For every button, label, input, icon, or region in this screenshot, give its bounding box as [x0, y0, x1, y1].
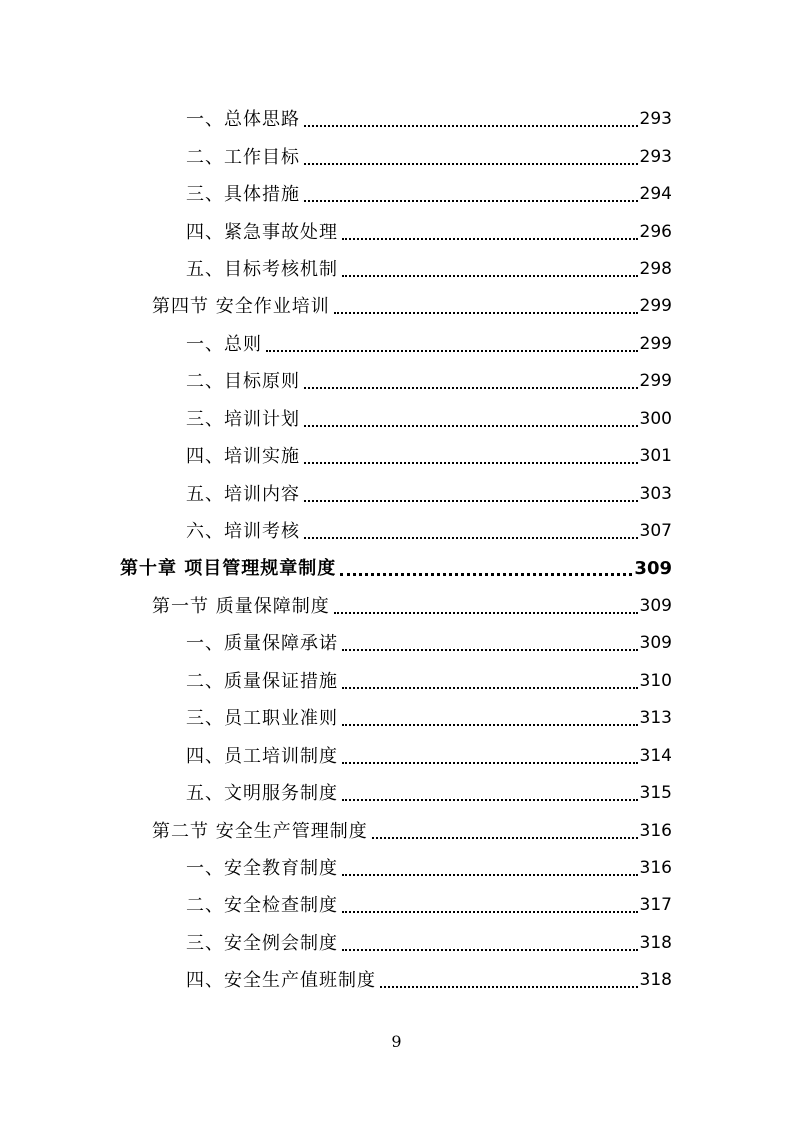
toc-section-entry[interactable] — [0, 812, 793, 849]
toc-entry-line — [186, 738, 672, 775]
toc-entry-page: 317 — [639, 895, 672, 916]
toc-entry-page: 294 — [639, 184, 672, 205]
dot-leader — [266, 350, 638, 352]
toc-chapter-entry[interactable] — [0, 550, 793, 587]
toc-subsection-entry[interactable] — [0, 850, 793, 887]
toc-entry-line — [186, 101, 672, 138]
toc-entry-title: 第二节 安全生产管理制度 — [152, 820, 368, 842]
dot-leader — [334, 612, 638, 614]
toc-entry-page: 314 — [639, 745, 672, 766]
toc-entry-line — [186, 513, 672, 550]
toc-entry-page: 307 — [639, 521, 672, 542]
toc-entry-line — [186, 887, 672, 924]
toc-entry-line — [186, 139, 672, 176]
dot-leader — [304, 163, 638, 165]
toc-subsection-entry[interactable] — [0, 513, 793, 550]
toc-subsection-entry[interactable] — [0, 887, 793, 924]
toc-entry-title: 第十章 项目管理规章制度 — [120, 558, 337, 580]
toc-entry-title: 三、具体措施 — [186, 184, 300, 206]
toc-entry-page: 303 — [639, 483, 672, 504]
toc-entry-page: 299 — [639, 296, 672, 317]
toc-subsection-entry[interactable] — [0, 700, 793, 737]
dot-leader — [372, 837, 638, 839]
toc-subsection-entry[interactable] — [0, 176, 793, 213]
toc-entry-page: 318 — [639, 932, 672, 953]
toc-entry-page: 313 — [639, 708, 672, 729]
toc-entry-page: 293 — [639, 146, 672, 167]
toc-entry-line — [186, 214, 672, 251]
toc-entry-title: 第一节 质量保障制度 — [152, 595, 330, 617]
toc-entry-line — [186, 850, 672, 887]
toc-entry-line — [186, 438, 672, 475]
toc-subsection-entry[interactable] — [0, 737, 793, 774]
toc-subsection-entry[interactable] — [0, 401, 793, 438]
dot-leader — [342, 687, 638, 689]
toc-entry-line — [186, 625, 672, 662]
toc-entry-page: 316 — [639, 820, 672, 841]
toc-entry-line — [186, 401, 672, 438]
dot-leader — [342, 911, 638, 913]
dot-leader — [340, 573, 632, 576]
dot-leader — [304, 425, 638, 427]
toc-entry-page: 309 — [639, 633, 672, 654]
dot-leader — [342, 275, 638, 277]
toc-entry-page: 298 — [639, 258, 672, 279]
toc-subsection-entry[interactable] — [0, 663, 793, 700]
dot-leader — [342, 874, 638, 876]
toc-entry-title: 一、安全教育制度 — [186, 857, 338, 879]
toc-entry-line — [186, 326, 672, 363]
toc-entry-title: 二、质量保证措施 — [186, 670, 338, 692]
table-of-contents — [0, 101, 793, 1000]
toc-subsection-entry[interactable] — [0, 101, 793, 138]
dot-leader — [342, 238, 638, 240]
dot-leader — [334, 312, 638, 314]
dot-leader — [304, 537, 638, 539]
toc-subsection-entry[interactable] — [0, 438, 793, 475]
toc-subsection-entry[interactable] — [0, 326, 793, 363]
toc-entry-title: 五、培训内容 — [186, 483, 300, 505]
toc-subsection-entry[interactable] — [0, 213, 793, 250]
toc-subsection-entry[interactable] — [0, 251, 793, 288]
toc-entry-title: 四、安全生产值班制度 — [186, 970, 376, 992]
toc-entry-line — [186, 925, 672, 962]
dot-leader — [342, 649, 638, 651]
toc-entry-page: 293 — [639, 109, 672, 130]
dot-leader — [304, 500, 638, 502]
toc-entry-line — [186, 176, 672, 213]
dot-leader — [342, 724, 638, 726]
toc-entry-line — [120, 550, 672, 587]
dot-leader — [342, 799, 638, 801]
toc-subsection-entry[interactable] — [0, 363, 793, 400]
toc-subsection-entry[interactable] — [0, 775, 793, 812]
toc-subsection-entry[interactable] — [0, 925, 793, 962]
toc-entry-title: 二、目标原则 — [186, 371, 300, 393]
toc-entry-page: 309 — [639, 595, 672, 616]
toc-entry-line — [186, 775, 672, 812]
toc-entry-page: 309 — [634, 558, 672, 580]
toc-entry-page: 318 — [639, 970, 672, 991]
toc-entry-line — [152, 288, 672, 325]
toc-entry-line — [152, 813, 672, 850]
toc-entry-line — [186, 962, 672, 999]
toc-entry-line — [152, 588, 672, 625]
toc-entry-line — [186, 476, 672, 513]
dot-leader — [304, 200, 638, 202]
toc-subsection-entry[interactable] — [0, 962, 793, 999]
toc-entry-title: 三、员工职业准则 — [186, 708, 338, 730]
toc-section-entry[interactable] — [0, 288, 793, 325]
page-number: 9 — [391, 1032, 402, 1051]
toc-subsection-entry[interactable] — [0, 475, 793, 512]
toc-entry-title: 一、质量保障承诺 — [186, 633, 338, 655]
toc-entry-title: 三、培训计划 — [186, 408, 300, 430]
dot-leader — [342, 949, 638, 951]
toc-entry-title: 五、目标考核机制 — [186, 258, 338, 280]
toc-subsection-entry[interactable] — [0, 625, 793, 662]
dot-leader — [342, 762, 638, 764]
toc-section-entry[interactable] — [0, 588, 793, 625]
toc-entry-line — [186, 700, 672, 737]
toc-entry-title: 二、安全检查制度 — [186, 895, 338, 917]
toc-entry-title: 三、安全例会制度 — [186, 932, 338, 954]
toc-entry-page: 300 — [639, 408, 672, 429]
toc-entry-title: 六、培训考核 — [186, 521, 300, 543]
toc-entry-page: 299 — [639, 333, 672, 354]
dot-leader — [304, 125, 638, 127]
toc-entry-page: 301 — [639, 446, 672, 467]
toc-entry-title: 四、员工培训制度 — [186, 745, 338, 767]
toc-entry-page: 316 — [639, 857, 672, 878]
toc-subsection-entry[interactable] — [0, 138, 793, 175]
toc-entry-page: 299 — [639, 371, 672, 392]
dot-leader — [304, 462, 638, 464]
toc-entry-page: 310 — [639, 670, 672, 691]
toc-entry-title: 二、工作目标 — [186, 146, 300, 168]
toc-entry-title: 四、紧急事故处理 — [186, 221, 338, 243]
toc-entry-title: 一、总体思路 — [186, 109, 300, 131]
toc-entry-line — [186, 663, 672, 700]
dot-leader — [380, 986, 638, 988]
dot-leader — [304, 387, 638, 389]
toc-entry-title: 第四节 安全作业培训 — [152, 296, 330, 318]
toc-entry-title: 四、培训实施 — [186, 446, 300, 468]
toc-entry-title: 一、总则 — [186, 333, 262, 355]
toc-entry-title: 五、文明服务制度 — [186, 783, 338, 805]
toc-entry-line — [186, 363, 672, 400]
toc-entry-line — [186, 251, 672, 288]
toc-entry-page: 296 — [639, 221, 672, 242]
toc-entry-page: 315 — [639, 783, 672, 804]
